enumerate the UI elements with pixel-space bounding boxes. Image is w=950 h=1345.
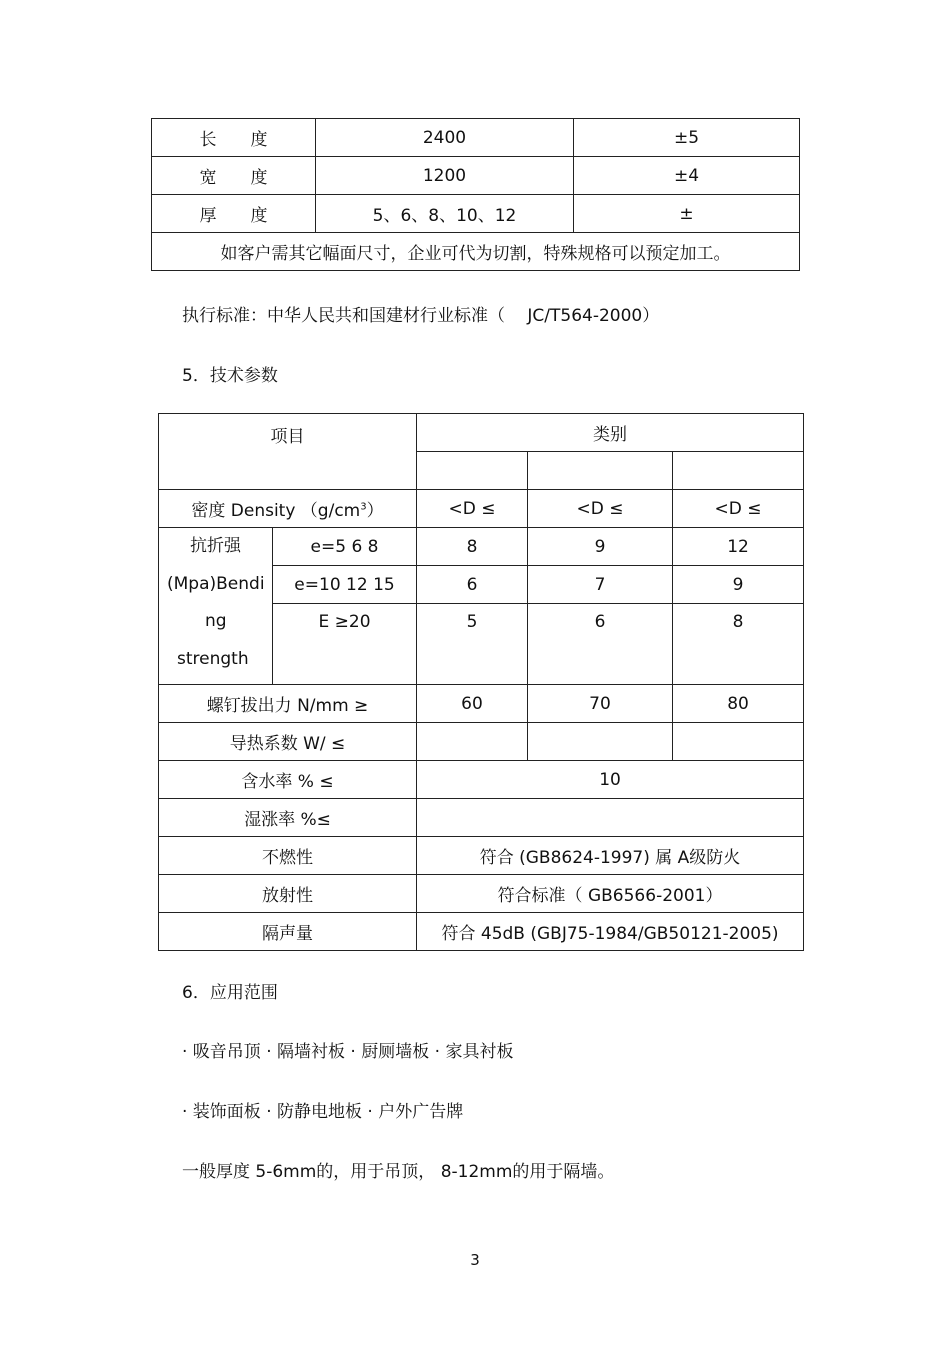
density-value: <D ≤	[673, 490, 804, 528]
sound-insulation-label: 隔声量	[159, 913, 417, 951]
bending-condition: E ≥20	[273, 604, 417, 685]
bending-label: 抗折强 (Mpa)Bendi ng strength	[159, 528, 273, 685]
thermal-value	[528, 723, 673, 761]
bending-value: 9	[528, 528, 673, 566]
noncombustibility-value: 符合 (GB8624-1997) 属 A级防火	[417, 837, 804, 875]
thermal-label: 导热系数 W/ ≤	[159, 723, 417, 761]
table-row	[152, 157, 800, 195]
size-label: 宽 度	[152, 157, 316, 195]
bending-condition: e=5 6 8	[273, 528, 417, 566]
applications-line-2: · 装饰面板 · 防静电地板 · 户外广告牌	[182, 1102, 464, 1122]
bending-value: 5	[417, 604, 528, 685]
swelling-value	[417, 799, 804, 837]
size-tolerance: ±	[574, 195, 800, 233]
moisture-label: 含水率 % ≤	[159, 761, 417, 799]
thickness-note: 一般厚度 5-6mm的，用于吊顶， 8-12mm的用于隔墙。	[182, 1162, 615, 1182]
table-row	[159, 913, 804, 951]
thermal-value	[417, 723, 528, 761]
table-row	[159, 414, 804, 452]
size-tolerance: ±5	[574, 119, 800, 157]
table-row	[159, 875, 804, 913]
section-5-title: 5．技术参数	[182, 366, 278, 386]
moisture-value: 10	[417, 761, 804, 799]
thermal-value	[673, 723, 804, 761]
screw-value: 70	[528, 685, 673, 723]
size-value: 1200	[316, 157, 574, 195]
page-number: 3	[470, 1251, 480, 1269]
bending-value: 8	[417, 528, 528, 566]
standard-line: 执行标准：中华人民共和国建材行业标准（ JC/T564-2000）	[182, 306, 660, 326]
table-row	[159, 837, 804, 875]
screw-label: 螺钉拔出力 N/mm ≥	[159, 685, 417, 723]
size-note: 如客户需其它幅面尺寸，企业可代为切割，特殊规格可以预定加工。	[152, 233, 800, 271]
bending-value: 6	[528, 604, 673, 685]
screw-value: 60	[417, 685, 528, 723]
sound-insulation-value: 符合 45dB (GBJ75-1984/GB50121-2005)	[417, 913, 804, 951]
category-cell	[528, 452, 673, 490]
table-row	[152, 119, 800, 157]
category-cell	[673, 452, 804, 490]
section-6-title: 6．应用范围	[182, 983, 278, 1003]
size-label: 长 度	[152, 119, 316, 157]
table-row	[159, 723, 804, 761]
size-value: 5、6、8、10、12	[316, 195, 574, 233]
applications-line-1: · 吸音吊顶 · 隔墙衬板 · 厨厕墙板 · 家具衬板	[182, 1042, 514, 1062]
table-row	[152, 195, 800, 233]
bending-condition: e=10 12 15	[273, 566, 417, 604]
size-label: 厚 度	[152, 195, 316, 233]
size-tolerance: ±4	[574, 157, 800, 195]
size-table	[151, 118, 800, 271]
header-item: 项目	[159, 414, 417, 490]
table-row	[159, 528, 804, 566]
bending-value: 6	[417, 566, 528, 604]
bending-value: 12	[673, 528, 804, 566]
size-value: 2400	[316, 119, 574, 157]
params-table	[158, 413, 804, 951]
density-label: 密度 Density $(g/cm^3)$	[159, 490, 417, 528]
header-category: 类别	[417, 414, 804, 452]
table-row	[159, 799, 804, 837]
bending-value: 9	[673, 566, 804, 604]
noncombustibility-label: 不燃性	[159, 837, 417, 875]
radiation-label: 放射性	[159, 875, 417, 913]
table-row	[159, 490, 804, 528]
category-cell	[417, 452, 528, 490]
table-row	[159, 761, 804, 799]
bending-value: 8	[673, 604, 804, 685]
table-row	[152, 233, 800, 271]
swelling-label: 湿涨率 %≤	[159, 799, 417, 837]
density-value: <D ≤	[417, 490, 528, 528]
radiation-value: 符合标准（ GB6566-2001）	[417, 875, 804, 913]
density-value: <D ≤	[528, 490, 673, 528]
bending-value: 7	[528, 566, 673, 604]
table-row	[159, 685, 804, 723]
screw-value: 80	[673, 685, 804, 723]
